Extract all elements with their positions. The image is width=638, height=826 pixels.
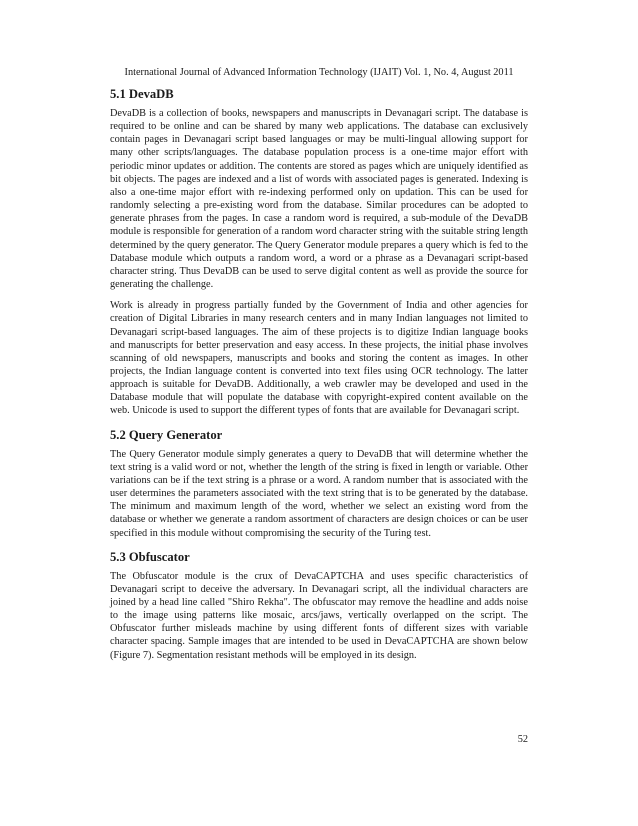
paragraph: The Obfuscator module is the crux of DevaCAPTCHA and uses specific characteristics of Devanagari script to deceive the adversary. In Devanagari script, all the individual characters are joined by a head line called "Shiro Rekha". The obfuscator may remove the headline and adds noise to the image using patterns like mosaic, arcs/jaws, vertically overlapped on the script. The Obfuscator further misleads machine by using different fonts of different sizes with variable character spacing. Sample images that are intended to be used in DevaCAPTCHA are shown below (Figure 7). Segmentation resistant methods will be employed in its design. (110, 570, 528, 661)
section-obfuscator (110, 549, 528, 662)
section-devadb (110, 86, 528, 418)
section-heading: 5.1 DevaDB (110, 87, 174, 101)
section-heading: 5.2 Query Generator (110, 427, 223, 442)
paragraph: DevaDB is a collection of books, newspapers and manuscripts in Devanagari script. The database is required to be online and can be shared by many web applications. The database can exclusively contain pages in Devanagari script based languages or may be multi-lingual allowing support for many other scripts/languages. The database population process is a one-time major effort with periodic minor updates or addition. The contents are stored as pages which are uniquely identified as bit objects. The pages are indexed and a list of words with associated pages is generated. Indexing is also a one-time major effort with re-indexing performed only on updation. This can be used for randomly selecting a pre-existing word from the database. Similar procedures can be adopted to generate phrases from the pages. In case a random word is required, a sub-module of the DevaDB module is responsible for generation of a random word character string with the suitable string length determined by the query generator. The Query Generator module prepares a query which is fed to the Database module which outputs a random word, a word or a phrase as a Devanagari script-based character string. Thus DevaDB can be used to serve digital content as well as provide the source for generating the challenge. (110, 108, 528, 291)
paragraph: The Query Generator module simply generates a query to DevaDB that will determine whether the text string is a valid word or not, whether the length of the string is fixed in length or variable. Other variations can be if the text string is a phrase or a word. A random number that is associated with the user determines the parameters associated with the text string that is to be generated by the database. The minimum and maximum length of the word, whether we select an existing word from the database or whether we generate a random assortment of characters are design choices or can be user specified in this module without compromising the security of the Turing test. (110, 448, 528, 539)
paragraph: Work is already in progress partially funded by the Government of India and other agencies for creation of Digital Libraries in many research centers and in many Indian languages not limited to Devanagari script-based languages. The aim of these projects is to digitize Indian language books and manuscripts for better preservation and easy access. In these projects, the initial phase involves scanning of old newspapers, manuscripts and books and storing the content as images. In other projects, the Indian language content is converted into text files using OCR technology. The latter approach is suitable for DevaDB. Additionally, a web crawler may be developed and used in the Database module that will populate the database with copyright-expired content available on the web. Unicode is used to support the different types of fonts that are available for Devanagari script. (110, 300, 528, 417)
page-body (110, 86, 528, 662)
running-header: International Journal of Advanced Information Technology (IJAIT) Vol. 1, No. 4, August 2011 (124, 67, 514, 78)
section-query-generator (110, 427, 528, 540)
section-heading: 5.3 Obfuscator (110, 549, 190, 564)
page-number: 52 (517, 734, 528, 745)
